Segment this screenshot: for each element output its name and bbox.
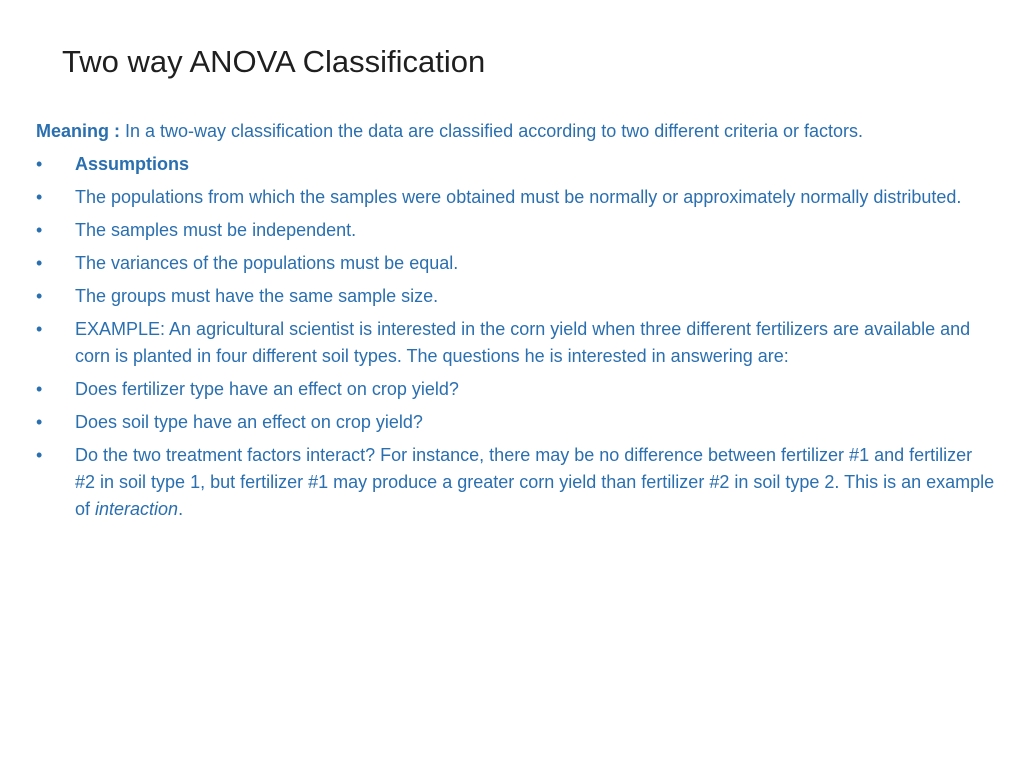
bullet-icon: • bbox=[36, 445, 43, 465]
bullet-icon: • bbox=[36, 319, 43, 339]
bullet-icon: • bbox=[36, 412, 43, 432]
bullet-text-italic: interaction bbox=[95, 499, 179, 519]
bullet-icon: • bbox=[36, 253, 43, 273]
meaning-lead: Meaning : bbox=[36, 121, 120, 141]
bullet-icon: • bbox=[36, 187, 43, 207]
bullet-icon: • bbox=[36, 379, 43, 399]
bullet-text-part: Do the two treatment factors interact? For instance, there may be no difference between fertilizer #1 and fertilizer #2 in soil type 1, but fertilizer #1 may produce a greater corn yield than fertilizer #2 in soil type 2. This is an example of bbox=[75, 445, 995, 519]
meaning-text: In a two-way classification the data are classified according to two different criteria or factors. bbox=[120, 121, 864, 141]
bullet-text: The variances of the populations must be equal. bbox=[75, 253, 459, 273]
bullet-icon: • bbox=[36, 286, 43, 306]
bullet-item bbox=[36, 316, 996, 370]
meaning-paragraph bbox=[36, 118, 996, 145]
bullet-text: EXAMPLE: An agricultural scientist is interested in the corn yield when three different fertilizers are available and corn is planted in four different soil types. The questions he is interested in answering are: bbox=[75, 319, 971, 366]
bullet-icon: • bbox=[36, 154, 43, 174]
bullet-text: The populations from which the samples were obtained must be normally or approximately normally distributed. bbox=[75, 187, 962, 207]
bullet-text bbox=[75, 445, 994, 519]
bullet-list bbox=[36, 151, 996, 523]
bullet-icon: • bbox=[36, 220, 43, 240]
slide-title: Two way ANOVA Classification bbox=[62, 44, 486, 79]
bullet-item bbox=[36, 409, 996, 436]
bullet-item bbox=[36, 184, 996, 211]
bullet-item bbox=[36, 217, 996, 244]
bullet-text-assumptions: Assumptions bbox=[75, 154, 190, 174]
bullet-item bbox=[36, 283, 996, 310]
slide-body bbox=[36, 118, 996, 529]
bullet-item bbox=[36, 442, 996, 523]
bullet-text: Does fertilizer type have an effect on crop yield? bbox=[75, 379, 459, 399]
bullet-item bbox=[36, 250, 996, 277]
bullet-text: The groups must have the same sample size. bbox=[75, 286, 439, 306]
bullet-text: The samples must be independent. bbox=[75, 220, 357, 240]
bullet-text-part: . bbox=[178, 499, 184, 519]
bullet-item bbox=[36, 151, 996, 178]
bullet-item bbox=[36, 376, 996, 403]
bullet-text: Does soil type have an effect on crop yield? bbox=[75, 412, 423, 432]
